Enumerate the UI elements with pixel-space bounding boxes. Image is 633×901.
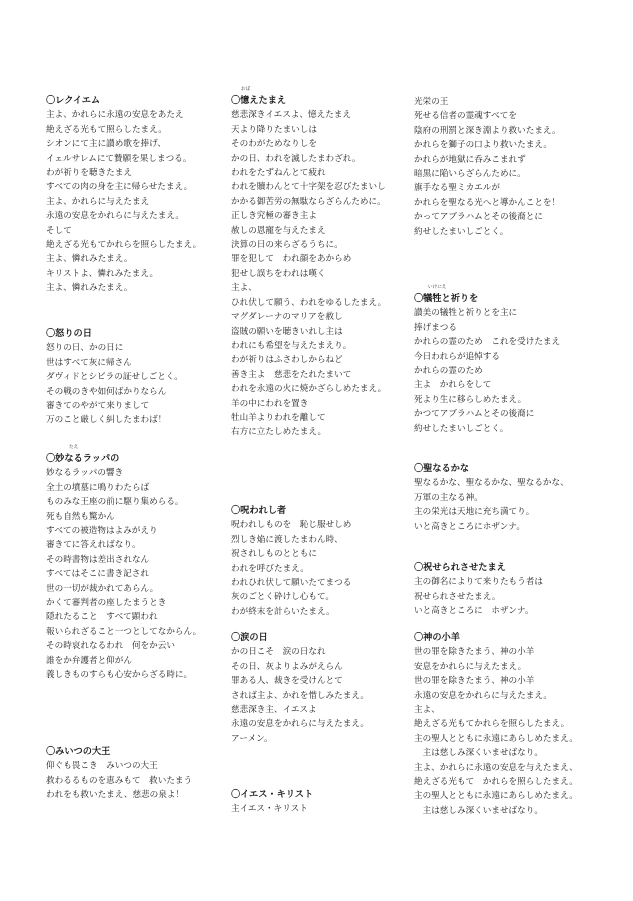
lyric-line: その時哀れなるわれ 何をか云い — [46, 641, 175, 652]
lyric-line: わが祈りを聴きたまえ — [46, 168, 132, 179]
lyric-line: かれらの霊のため — [414, 366, 483, 377]
lyric-line: 主よ、かれらに永遠の安息を与えたまえ、 — [414, 762, 578, 773]
lyric-line: 旗手なる聖ミカエルが — [414, 183, 500, 194]
section-title — [414, 285, 599, 306]
lyric-line: 聖なるかな、聖なるかな、聖なるかな、 — [414, 478, 569, 489]
lyric-line: ダヴィドとシビラの証せしごとく。 — [46, 372, 183, 383]
section-lines — [46, 466, 231, 682]
section-lines — [414, 645, 599, 818]
lyric-line: 絶えざる光もて かれらを照らしたまえ。 — [414, 777, 578, 788]
lyric-line: 主は慈しみ深くいませばなり。 — [414, 748, 543, 759]
lyric-line: われをたずねんとて疲れ — [231, 168, 326, 179]
lyric-line: かれらを聖なる光へと導かんことを！ — [414, 197, 561, 208]
lyric-line: 主の栄光は天地に充ち満てり。 — [414, 507, 535, 518]
lyric-line: 仰ぐも畏こき みいつの大王 — [46, 761, 158, 772]
lyric-line: イェルサレムにて贄願を果しまつる。 — [46, 153, 192, 164]
lyric-line: 正しき究極の審き主よ — [231, 211, 317, 222]
section-lines — [414, 575, 599, 618]
section-lines — [414, 476, 599, 534]
section-tuba-mirum — [46, 445, 231, 683]
section-dies-irae — [46, 327, 231, 428]
lyric-line: わが終末を計らいたまえ。 — [231, 606, 335, 617]
section-confutatis — [231, 504, 416, 619]
lyric-line: 今日われらが追悼する — [414, 351, 500, 362]
lyric-line: かれらの霊のため これを受けたまえ — [414, 337, 561, 348]
lyric-line: 主よ、かれらに永遠の安息をあたえ — [46, 110, 184, 121]
lyric-line: 灰のごとく砕けし心もて。 — [231, 592, 334, 603]
section-lines — [231, 802, 416, 816]
lyric-line: われをも救いたまえ、慈悲の泉よ！ — [46, 790, 185, 801]
lyric-line: 妙なるラッパの響き — [46, 468, 124, 479]
lyric-line: 羊の中にわれを置き — [231, 398, 309, 409]
lyric-line: 全土の墳墓に鳴りわたらば — [46, 482, 150, 493]
lyric-line: 救わるるものを恵みもて 救いたまう — [46, 775, 193, 786]
section-title: 〇怒りの日 — [46, 328, 92, 339]
section-title — [231, 87, 416, 108]
lyric-line: 死も自然も驚かん — [46, 511, 115, 522]
lyric-line: 絶えざる光もて照らしたまえ。 — [46, 124, 167, 135]
lyric-line: 烈しき焔に渡したまわん時、 — [231, 534, 343, 545]
lyric-line: 罪を犯して われ顔をあからめ — [231, 254, 352, 265]
lyric-line: そして — [46, 225, 72, 236]
lyric-line: かかる御苦労の無駄ならざらんために。 — [231, 196, 386, 207]
lyric-line: その日、灰よりよみがえらん — [231, 661, 343, 672]
section-lines — [231, 108, 416, 439]
lyric-line: 右方に立たしめたまえ。 — [231, 427, 327, 438]
lyric-line: 犯せし誤ちをわれは嘆く — [231, 268, 326, 279]
lyric-line: わが祈りはふさわしからねど — [231, 355, 343, 366]
section-agnus-dei — [414, 631, 599, 818]
lyric-line: その戦のきや如何ばかりならん — [46, 386, 167, 397]
section-rex-tremendae — [46, 745, 231, 803]
lyric-line: われにも希望を与えたまえり。 — [231, 340, 352, 351]
lyric-line: かの日、われを滅したまわざれ。 — [231, 153, 361, 164]
lyric-line: キリストよ、憐れみたまえ。 — [46, 268, 159, 279]
lyric-line: 主の聖人とともに永遠にあらしめたまえ。 — [414, 791, 578, 802]
lyric-line: 世の一切が裁かれてあらん。 — [46, 583, 159, 594]
section-title — [46, 445, 231, 466]
lyric-line: 怒りの日、かの日に — [46, 343, 124, 354]
lyric-line: 報いられざること一つとしてなからん。 — [46, 626, 202, 637]
lyric-line: 約せしたまいしごとく。 — [414, 423, 509, 434]
lyric-line: 捧げまつる — [414, 322, 457, 333]
ruby-reading: いけにえ — [428, 285, 447, 290]
lyric-line: われひれ伏して願いたてまつる — [231, 578, 352, 589]
lyric-line: そのわがためなりしを — [231, 139, 317, 150]
lyric-line: いと高きところに ホザンナ。 — [414, 606, 534, 617]
lyric-line: すべての被造物はよみがえり — [46, 526, 158, 537]
section-rex-gloriae — [414, 95, 599, 239]
section-lines — [414, 306, 599, 436]
lyric-line: 隠れたること すべて顕われ — [46, 612, 158, 623]
section-title: 〇レクイエム — [46, 95, 101, 106]
lyric-line: 主よ、かれらに与えたまえ — [46, 196, 150, 207]
lyric-line: 永遠の安息をかれらに与えたまえ。 — [414, 690, 553, 701]
lyric-line: 絶えざる光もてかれらを照らしたまえ。 — [414, 719, 570, 730]
section-title: 〇涙の日 — [231, 632, 268, 643]
lyric-line: 主よ、 — [231, 283, 257, 294]
ruby-reading: たえ — [69, 445, 79, 450]
lyric-line: 主よ、 — [414, 705, 440, 716]
section-lacrimosa — [231, 631, 416, 746]
lyric-line: マグダレーナのマリアを赦し — [231, 312, 343, 323]
lyric-line: されば主よ、かれを惜しみたまえ。 — [231, 690, 370, 701]
lyric-line: 万のこと厳しく糾したまわば！ — [46, 415, 167, 426]
section-benedictus — [414, 561, 599, 619]
lyric-line: 主よ かれらをして — [414, 380, 492, 391]
lyric-line: 決算の日の来らざるうちに。 — [231, 240, 343, 251]
section-title-text: 〇憶えたまえ — [231, 95, 287, 106]
lyric-line: 主は慈しみ深くいませばなり。 — [414, 805, 543, 816]
section-lines — [414, 95, 599, 239]
lyric-line: かれらを獅子の口より救いたまえ。 — [414, 140, 553, 151]
lyric-line: すべてはそこに書き記され — [46, 569, 149, 580]
lyric-line: 誰をか弁護者と仰がん — [46, 655, 132, 666]
lyric-line: その時書物は差出されなん — [46, 554, 150, 565]
lyric-line: 世はすべて灰に帰さん — [46, 357, 132, 368]
lyric-line: 万軍の主なる神。 — [414, 492, 483, 503]
lyric-line: 慈悲深きイエスよ、憶えたまえ — [231, 110, 351, 121]
section-lines — [46, 108, 231, 295]
section-title: 〇祝せられさせたまえ — [414, 562, 506, 573]
lyric-line: われを永遠の火に焼かざらしめたまえ。 — [231, 384, 387, 395]
section-sanctus — [414, 462, 599, 534]
lyric-line: 牡山羊よりわれを離して — [231, 412, 326, 423]
lyric-line: 祝せられさせたまえ。 — [414, 591, 501, 602]
lyric-line: ものみな王座の前に駆り集めらる。 — [46, 497, 184, 508]
lyric-line: 盗賊の願いを聴きいれし主は — [231, 326, 343, 337]
lyric-line: 審きてのやがて来りまして — [46, 401, 150, 412]
lyric-line: 祝されしものとともに — [231, 549, 317, 560]
lyric-line: かの日こそ 涙の日なれ — [231, 647, 326, 658]
lyric-line: 死より生に移らしめたまえ。 — [414, 394, 527, 405]
section-title: 〇神の小羊 — [414, 632, 460, 643]
lyric-line: 天より降りたまいしは — [231, 124, 317, 135]
lyric-line: 主の聖人とともに永遠にあらしめたまえ。 — [414, 733, 578, 744]
section-hostias — [414, 285, 599, 436]
lyric-line: かってアブラハムとその後裔とに — [414, 212, 543, 223]
lyric-line: 暗黒に陥いらざらんために。 — [414, 169, 526, 180]
lyric-line: 死せる信者の霊魂すべてを — [414, 111, 517, 122]
lyric-line: 呪われしものを 恥じ服せしめ — [231, 520, 352, 531]
ruby-reading: おぼ — [241, 87, 251, 92]
section-title: 〇呪われし者 — [231, 505, 287, 516]
section-lines — [231, 645, 416, 746]
section-title-text: 〇妙なるラッパの — [46, 453, 120, 464]
section-title: 〇イエス・キリスト — [231, 789, 314, 800]
lyric-line: アーメン。 — [231, 733, 273, 744]
section-recordare — [231, 87, 416, 440]
lyric-line: 主よ、憐れみたまえ。 — [46, 283, 133, 294]
lyric-line: かつてアブラハムとその後裔に — [414, 409, 535, 420]
lyric-line: 陰府の刑罰と深き淵より救いたまえ。 — [414, 125, 561, 136]
lyric-line: われを呼びたまえ。 — [231, 563, 309, 574]
lyric-line: シオンにて主に讃め歌を捧げ、 — [46, 139, 166, 150]
lyric-line: かれらが地獄に呑みこまれず — [414, 154, 526, 165]
lyric-line: 光栄の王 — [414, 97, 449, 107]
section-requiem — [46, 94, 231, 296]
lyric-line: 世の罪を除きたまう、神の小羊 — [414, 647, 535, 658]
lyric-line: ひれ伏して願う、われをゆるしたまえ。 — [231, 297, 387, 308]
lyric-line: 義しきものすらも心安からざる時に。 — [46, 670, 193, 681]
lyric-line: 主の御名によりて来りたもう者は — [414, 577, 543, 588]
lyric-line: 主イエス・キリスト — [231, 804, 308, 815]
lyric-line: 主よ、憐れみたまえ。 — [46, 254, 133, 265]
lyric-line: 安息をかれらに与えたまえ。 — [414, 661, 527, 672]
lyric-line: 永遠の安息をかれらに与えたまえ。 — [231, 719, 370, 730]
section-lines — [46, 341, 231, 427]
section-title: 〇みいつの大王 — [46, 746, 111, 757]
lyric-line: 讃美の犠牲と祈りとを主に — [414, 308, 518, 319]
lyric-line: 慈悲深き主、イエスよ — [231, 705, 317, 716]
lyric-line: 善き主よ 慈悲をたれたまいて — [231, 369, 352, 380]
lyric-line: われを贖わんとて十字架を忍びたまいし — [231, 182, 386, 193]
lyric-line: 約せしたまいしごとく。 — [414, 226, 509, 237]
lyric-line: 赦しの恩寵を与えたまえ — [231, 225, 326, 236]
lyric-line: すべての肉の身を主に帰らせたまえ。 — [46, 182, 193, 193]
section-lines — [46, 759, 231, 802]
lyric-line: 罪ある人、裁きを受けんとて — [231, 676, 343, 687]
lyric-line: 世の罪を除きたまう、神の小羊 — [414, 676, 535, 687]
lyric-line: 永遠の安息をかれらに与えたまえ。 — [46, 211, 185, 222]
section-title-text: 〇犠牲と祈りを — [414, 293, 479, 304]
lyric-line: 審きてに答えればなり。 — [46, 540, 141, 551]
lyric-line: かくて審判者の座したまうとき — [46, 598, 167, 609]
lyric-line: いと高きところにホザンナ。 — [414, 521, 525, 532]
lyric-line: 絶えざる光もてかれらを照らしたまえ。 — [46, 240, 202, 251]
section-lines — [231, 518, 416, 619]
section-domine-jesu — [231, 788, 416, 817]
section-title: 〇聖なるかな — [414, 463, 470, 474]
